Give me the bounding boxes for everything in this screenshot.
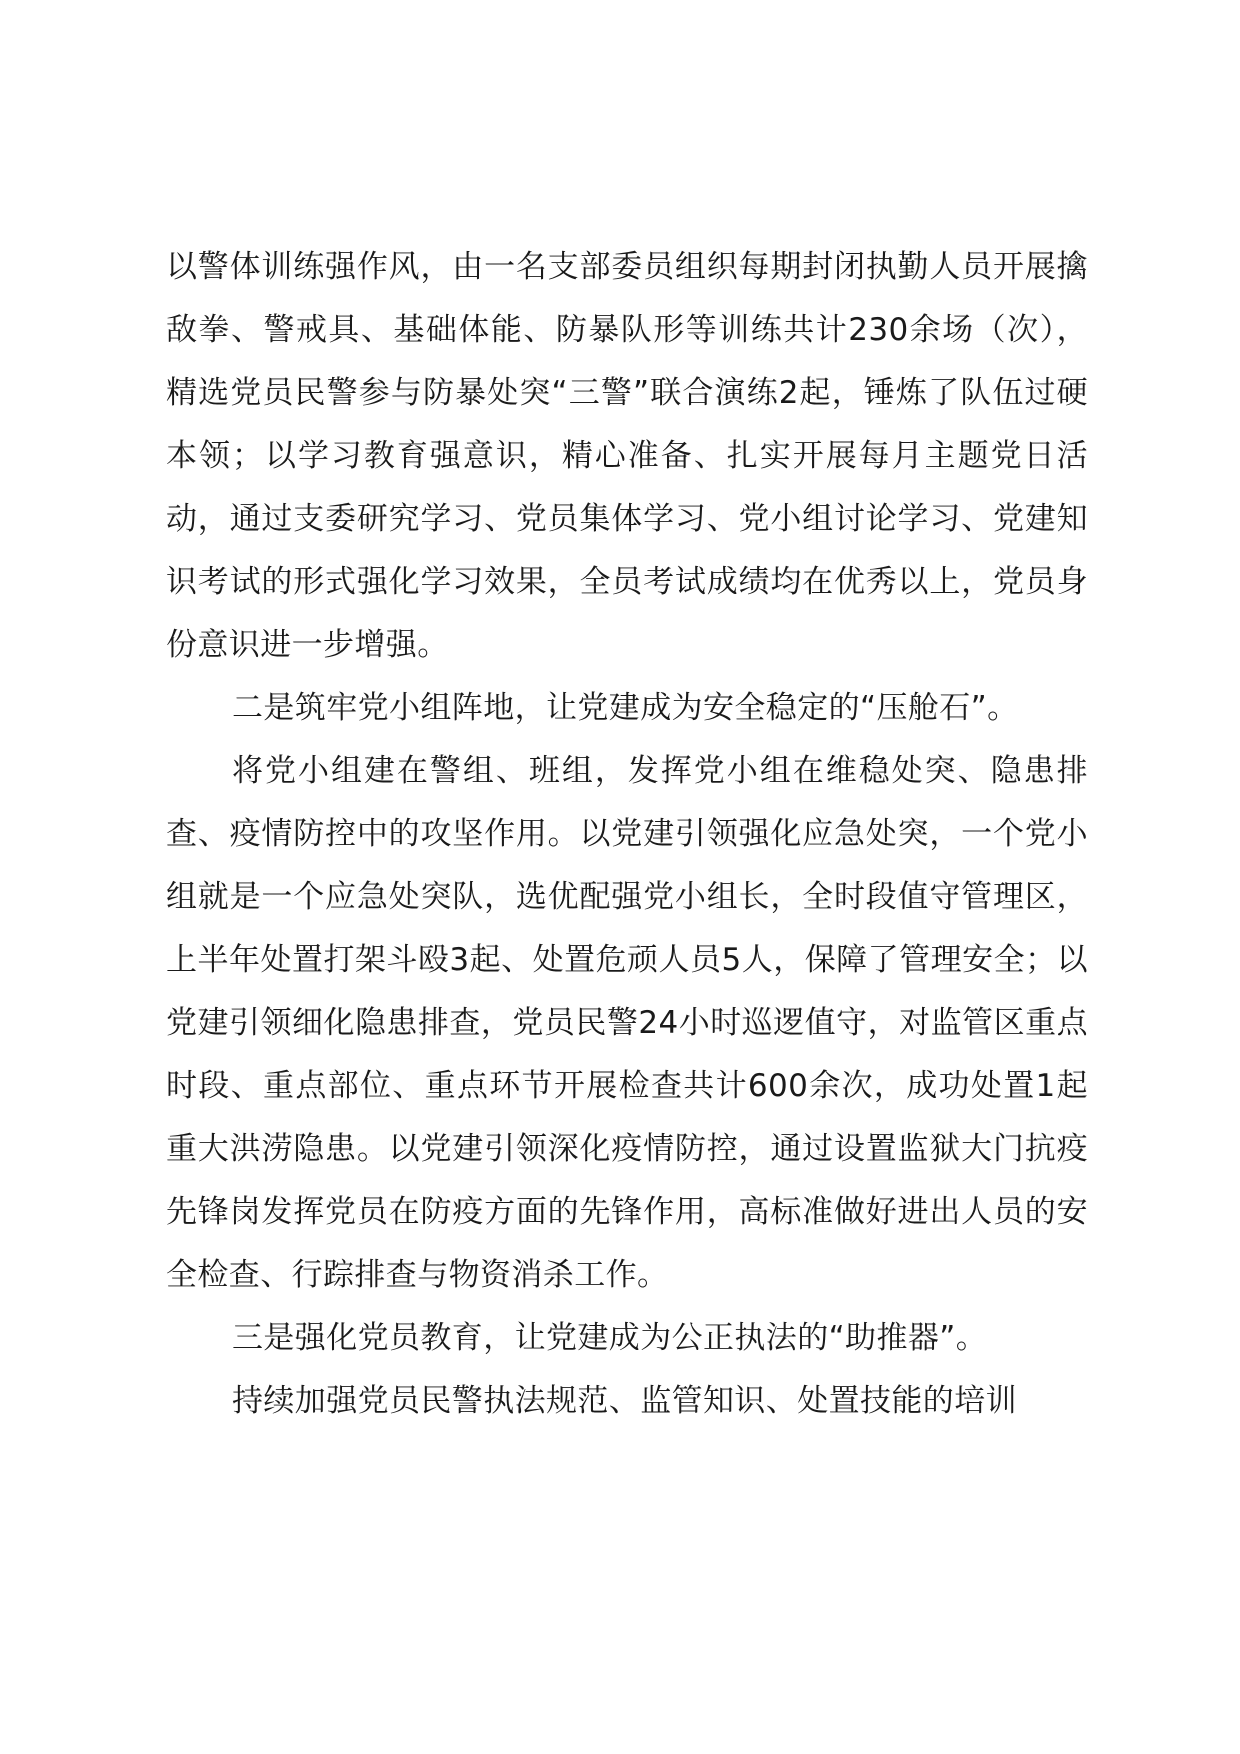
document-body (166, 236, 1088, 1433)
section-heading-member-education: 三是强化党员教育，让党建成为公正执法的“助推器”。 (232, 1320, 988, 1356)
paragraph-party-group-work: 将党小组建在警组、班组，发挥党小组在维稳处突、隐患排查、疫情防控中的攻坚作用。以党建引领强化应急处突，一个党小组就是一个应急处突队，选优配强党小组长，全时段值守管理区，上半年处置打架斗殴3起、处置危顽人员5人，保障了管理安全；以党建引领细化隐患排查，党员民警24小时巡逻值守，对监管区重点时段、重点部位、重点环节开展检查共计600余次，成功处置1起重大洪涝隐患。以党建引领深化疫情防控，通过设置监狱大门抗疫先锋岗发挥党员在防疫方面的先锋作用，高标准做好进出人员的安全检查、行踪排查与物资消杀工作。 (166, 753, 1088, 1293)
paragraph-member-education: 持续加强党员民警执法规范、监管知识、处置技能的培训 (232, 1383, 1017, 1419)
section-heading-party-group: 二是筑牢党小组阵地，让党建成为安全稳定的“压舱石”。 (232, 690, 1019, 726)
paragraph-training-and-study: 以警体训练强作风，由一名支部委员组织每期封闭执勤人员开展擒敌拳、警戒具、基础体能、防暴队形等训练共计230余场（次），精选党员民警参与防暴处突“三警”联合演练2起，锤炼了队伍过硬本领；以学习教育强意识，精心准备、扎实开展每月主题党日活动，通过支委研究学习、党员集体学习、党小组讨论学习、党建知识考试的形式强化学习效果，全员考试成绩均在优秀以上，党员身份意识进一步增强。 (166, 249, 1088, 663)
